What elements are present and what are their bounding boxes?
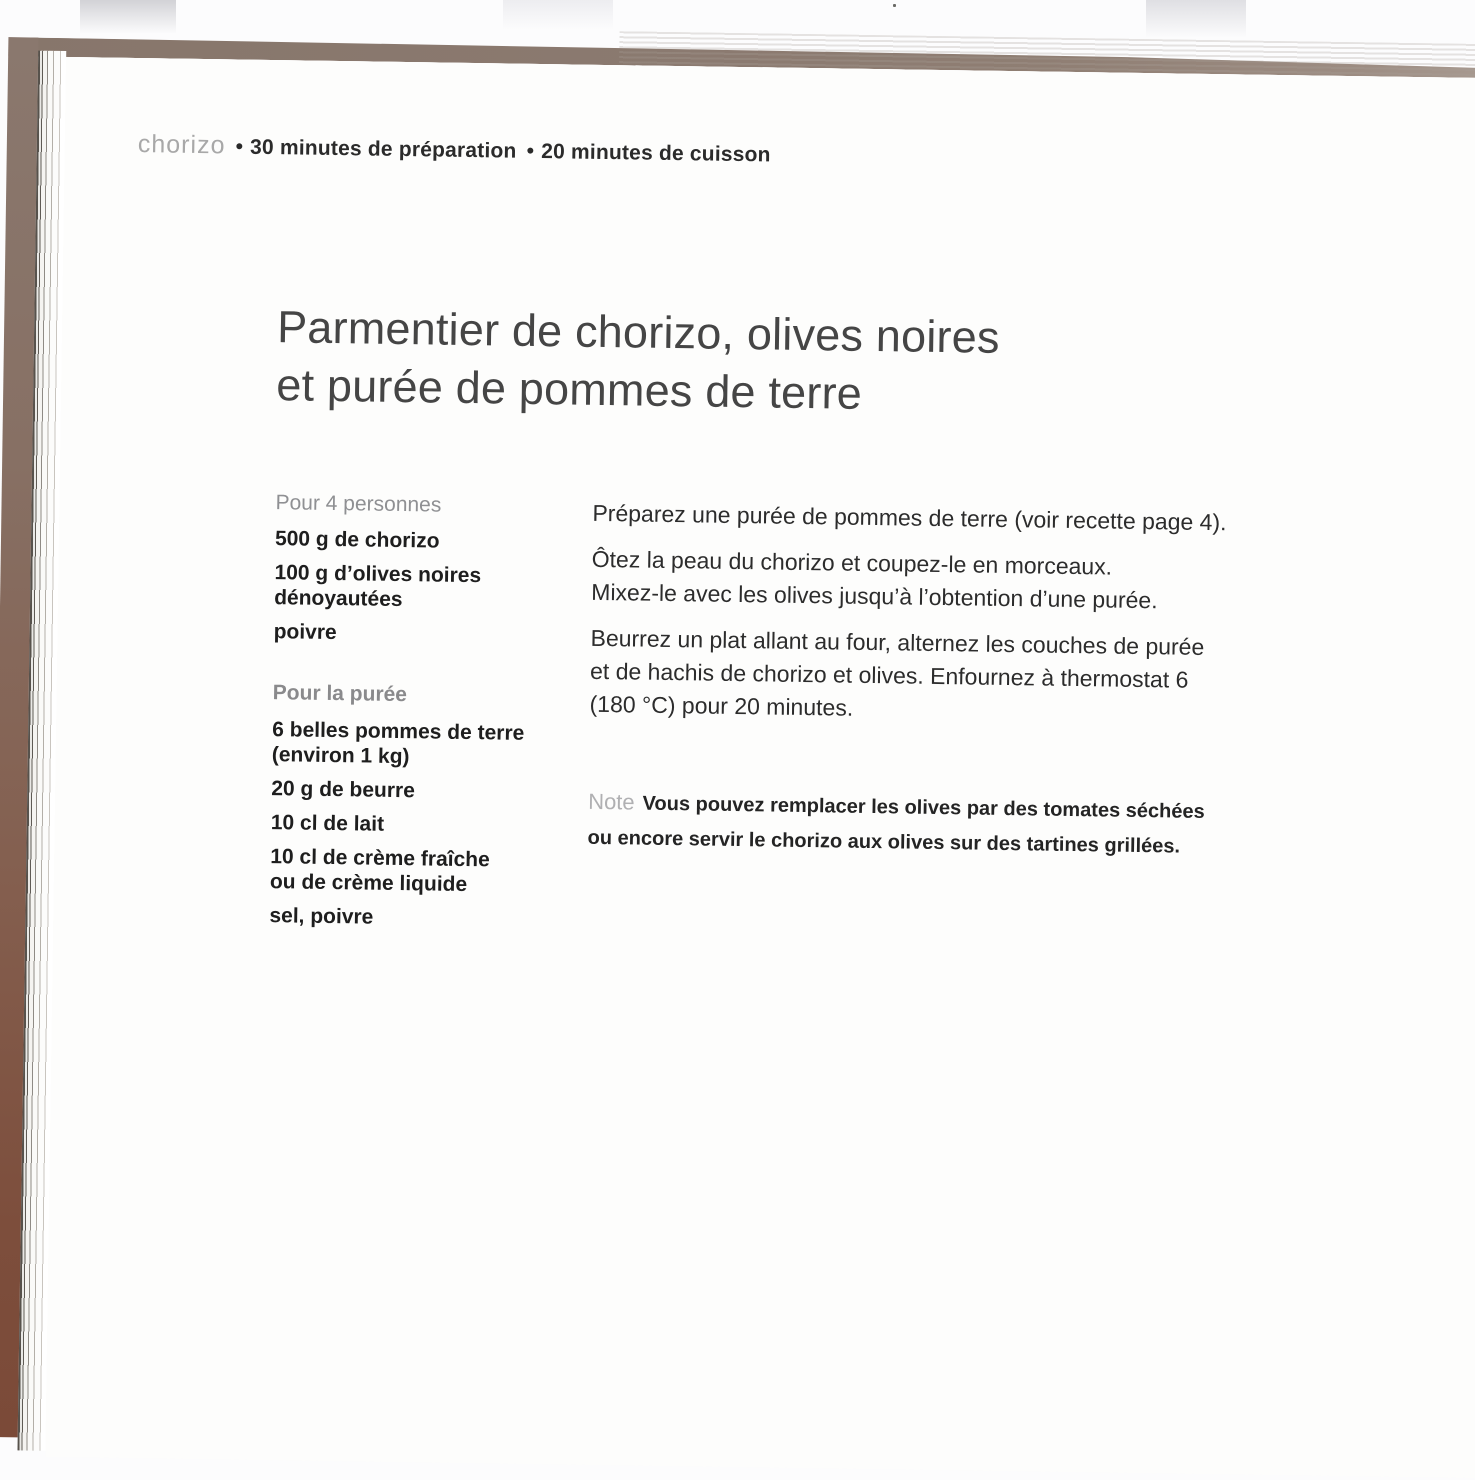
note: [587, 784, 1323, 867]
bullet-separator: •: [235, 133, 244, 159]
ingredients-panel: [269, 491, 576, 941]
instruction-step: Beurrez un plat allant au four, alternez les couches de purée et de hachis de chorizo et olives. Enfournez à thermostat 6 (180 °C) pour 20 minutes.: [589, 624, 1205, 721]
recipe-category: chorizo: [137, 130, 226, 160]
instructions: [589, 497, 1337, 745]
note-label: Note: [587, 788, 635, 815]
instruction-step: Préparez une purée de pommes de terre (voir recette page 4).: [592, 499, 1227, 536]
note-text: Vous pouvez remplacer les olives par des tomates séchées ou encore servir le chorizo aux olives sur des tartines grillées.: [587, 792, 1205, 858]
dust-speck: [893, 4, 896, 7]
ingredient-item: 20 g de beurre: [271, 777, 416, 803]
puree-section-heading: Pour la purée: [272, 681, 408, 707]
recipe-title: Parmentier de chorizo, olives noires et purée de pommes de terre: [275, 301, 1001, 419]
ingredient-item: poivre: [273, 620, 337, 645]
ingredient-item: 6 belles pommes de terre (environ 1 kg): [271, 718, 525, 769]
ingredient-item: sel, poivre: [269, 904, 374, 929]
ingredient-item: 500 g de chorizo: [274, 527, 440, 553]
ingredient-item: 100 g d’olives noires dénoyautées: [273, 561, 482, 612]
recipe-page: [45, 57, 1475, 1479]
bullet-separator: •: [526, 137, 535, 163]
ingredient-item: 10 cl de crème fraîche ou de crème liquide: [269, 845, 490, 897]
prep-time: 30 minutes de préparation: [249, 135, 517, 163]
cook-time: 20 minutes de cuisson: [541, 140, 771, 167]
ingredient-item: 10 cl de lait: [270, 811, 385, 836]
instruction-step: Ôtez la peau du chorizo et coupez-le en morceaux. Mixez-le avec les olives jusqu’à l’obtention d’une purée.: [591, 545, 1158, 614]
servings-label: Pour 4 personnes: [275, 491, 442, 517]
